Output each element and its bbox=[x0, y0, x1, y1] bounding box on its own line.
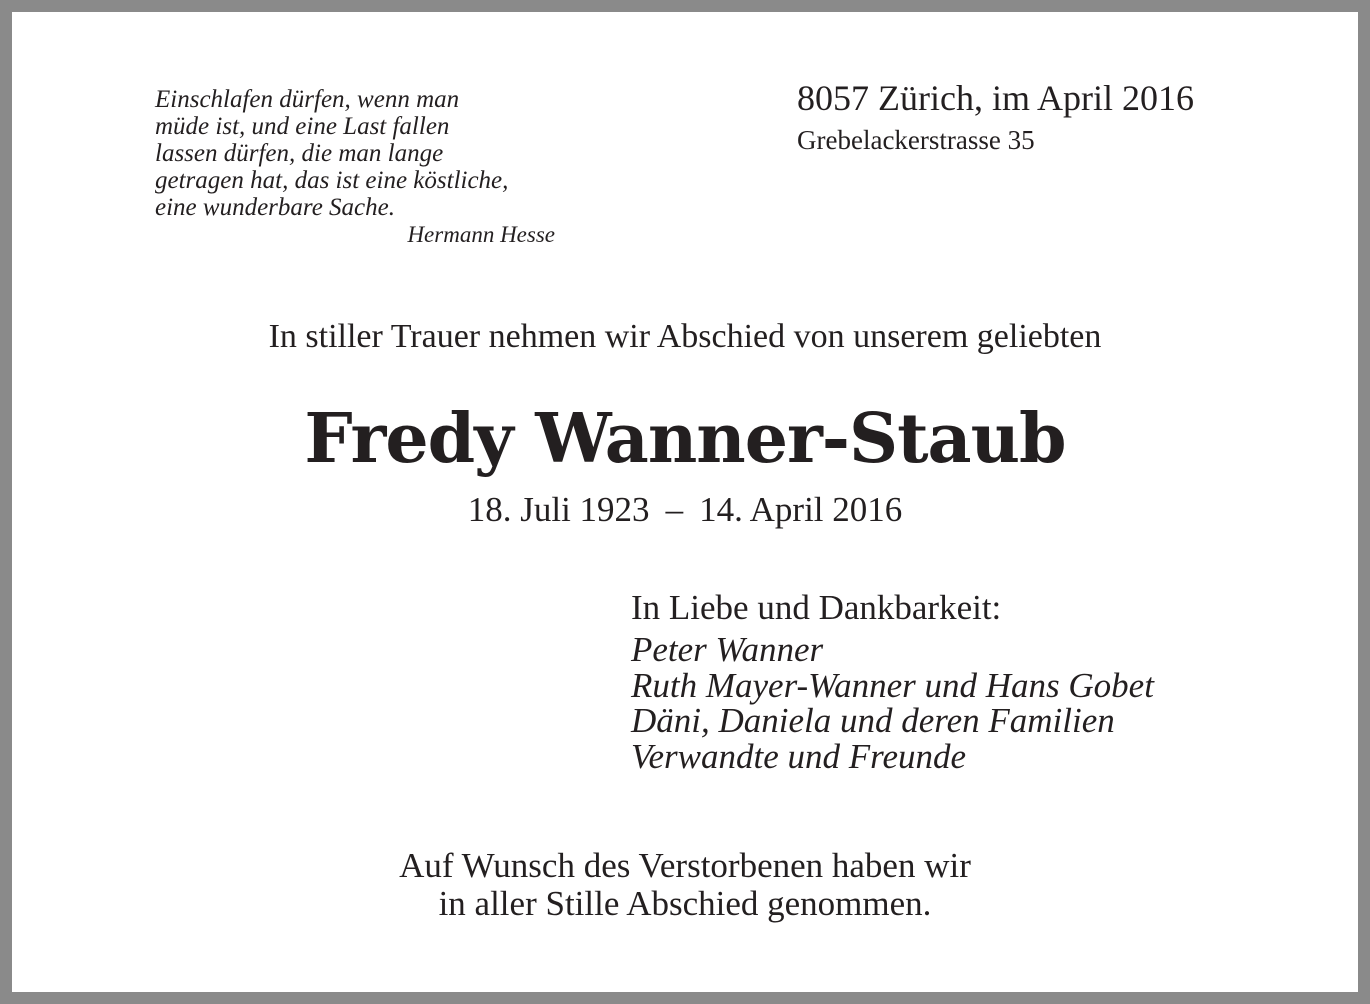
street-address: Grebelackerstrasse 35 bbox=[797, 125, 1035, 155]
quote-line: eine wunderbare Sache. bbox=[155, 194, 395, 221]
date-separator: – bbox=[665, 490, 684, 529]
quote-line: Einschlafen dürfen, wenn man bbox=[155, 86, 460, 113]
mourner-name: Däni, Daniela und deren Familien bbox=[631, 701, 1115, 740]
obituary-page bbox=[12, 12, 1358, 992]
mourner-name: Verwandte und Freunde bbox=[631, 736, 967, 776]
mourner-name: Ruth Mayer-Wanner und Hans Gobet bbox=[631, 665, 1154, 705]
mourners-list bbox=[631, 632, 1154, 774]
mourner-name: Peter Wanner bbox=[631, 630, 824, 669]
quote-line: getragen hat, das ist eine köstliche, bbox=[155, 167, 509, 194]
quote-line: lassen dürfen, die man lange bbox=[155, 140, 444, 167]
closing-note bbox=[12, 847, 1358, 923]
quote-line: müde ist, und eine Last fallen bbox=[155, 113, 450, 140]
death-date: 14. April 2016 bbox=[699, 490, 903, 529]
intro-text: In stiller Trauer nehmen wir Abschied von unserem geliebten bbox=[268, 318, 1102, 355]
life-dates bbox=[12, 488, 1358, 532]
hesse-quote bbox=[155, 86, 575, 249]
place-date: 8057 Zürich, im April 2016 bbox=[797, 78, 1194, 118]
quote-author: Hermann Hesse bbox=[407, 222, 555, 247]
mourners-heading: In Liebe und Dankbarkeit: bbox=[631, 588, 1002, 627]
deceased-name: Fredy Wanner-Staub bbox=[304, 399, 1066, 479]
closing-line: Auf Wunsch des Verstorbenen haben wir bbox=[399, 846, 971, 885]
birth-date: 18. Juli 1923 bbox=[467, 490, 650, 529]
closing-line: in aller Stille Abschied genommen. bbox=[438, 884, 932, 923]
